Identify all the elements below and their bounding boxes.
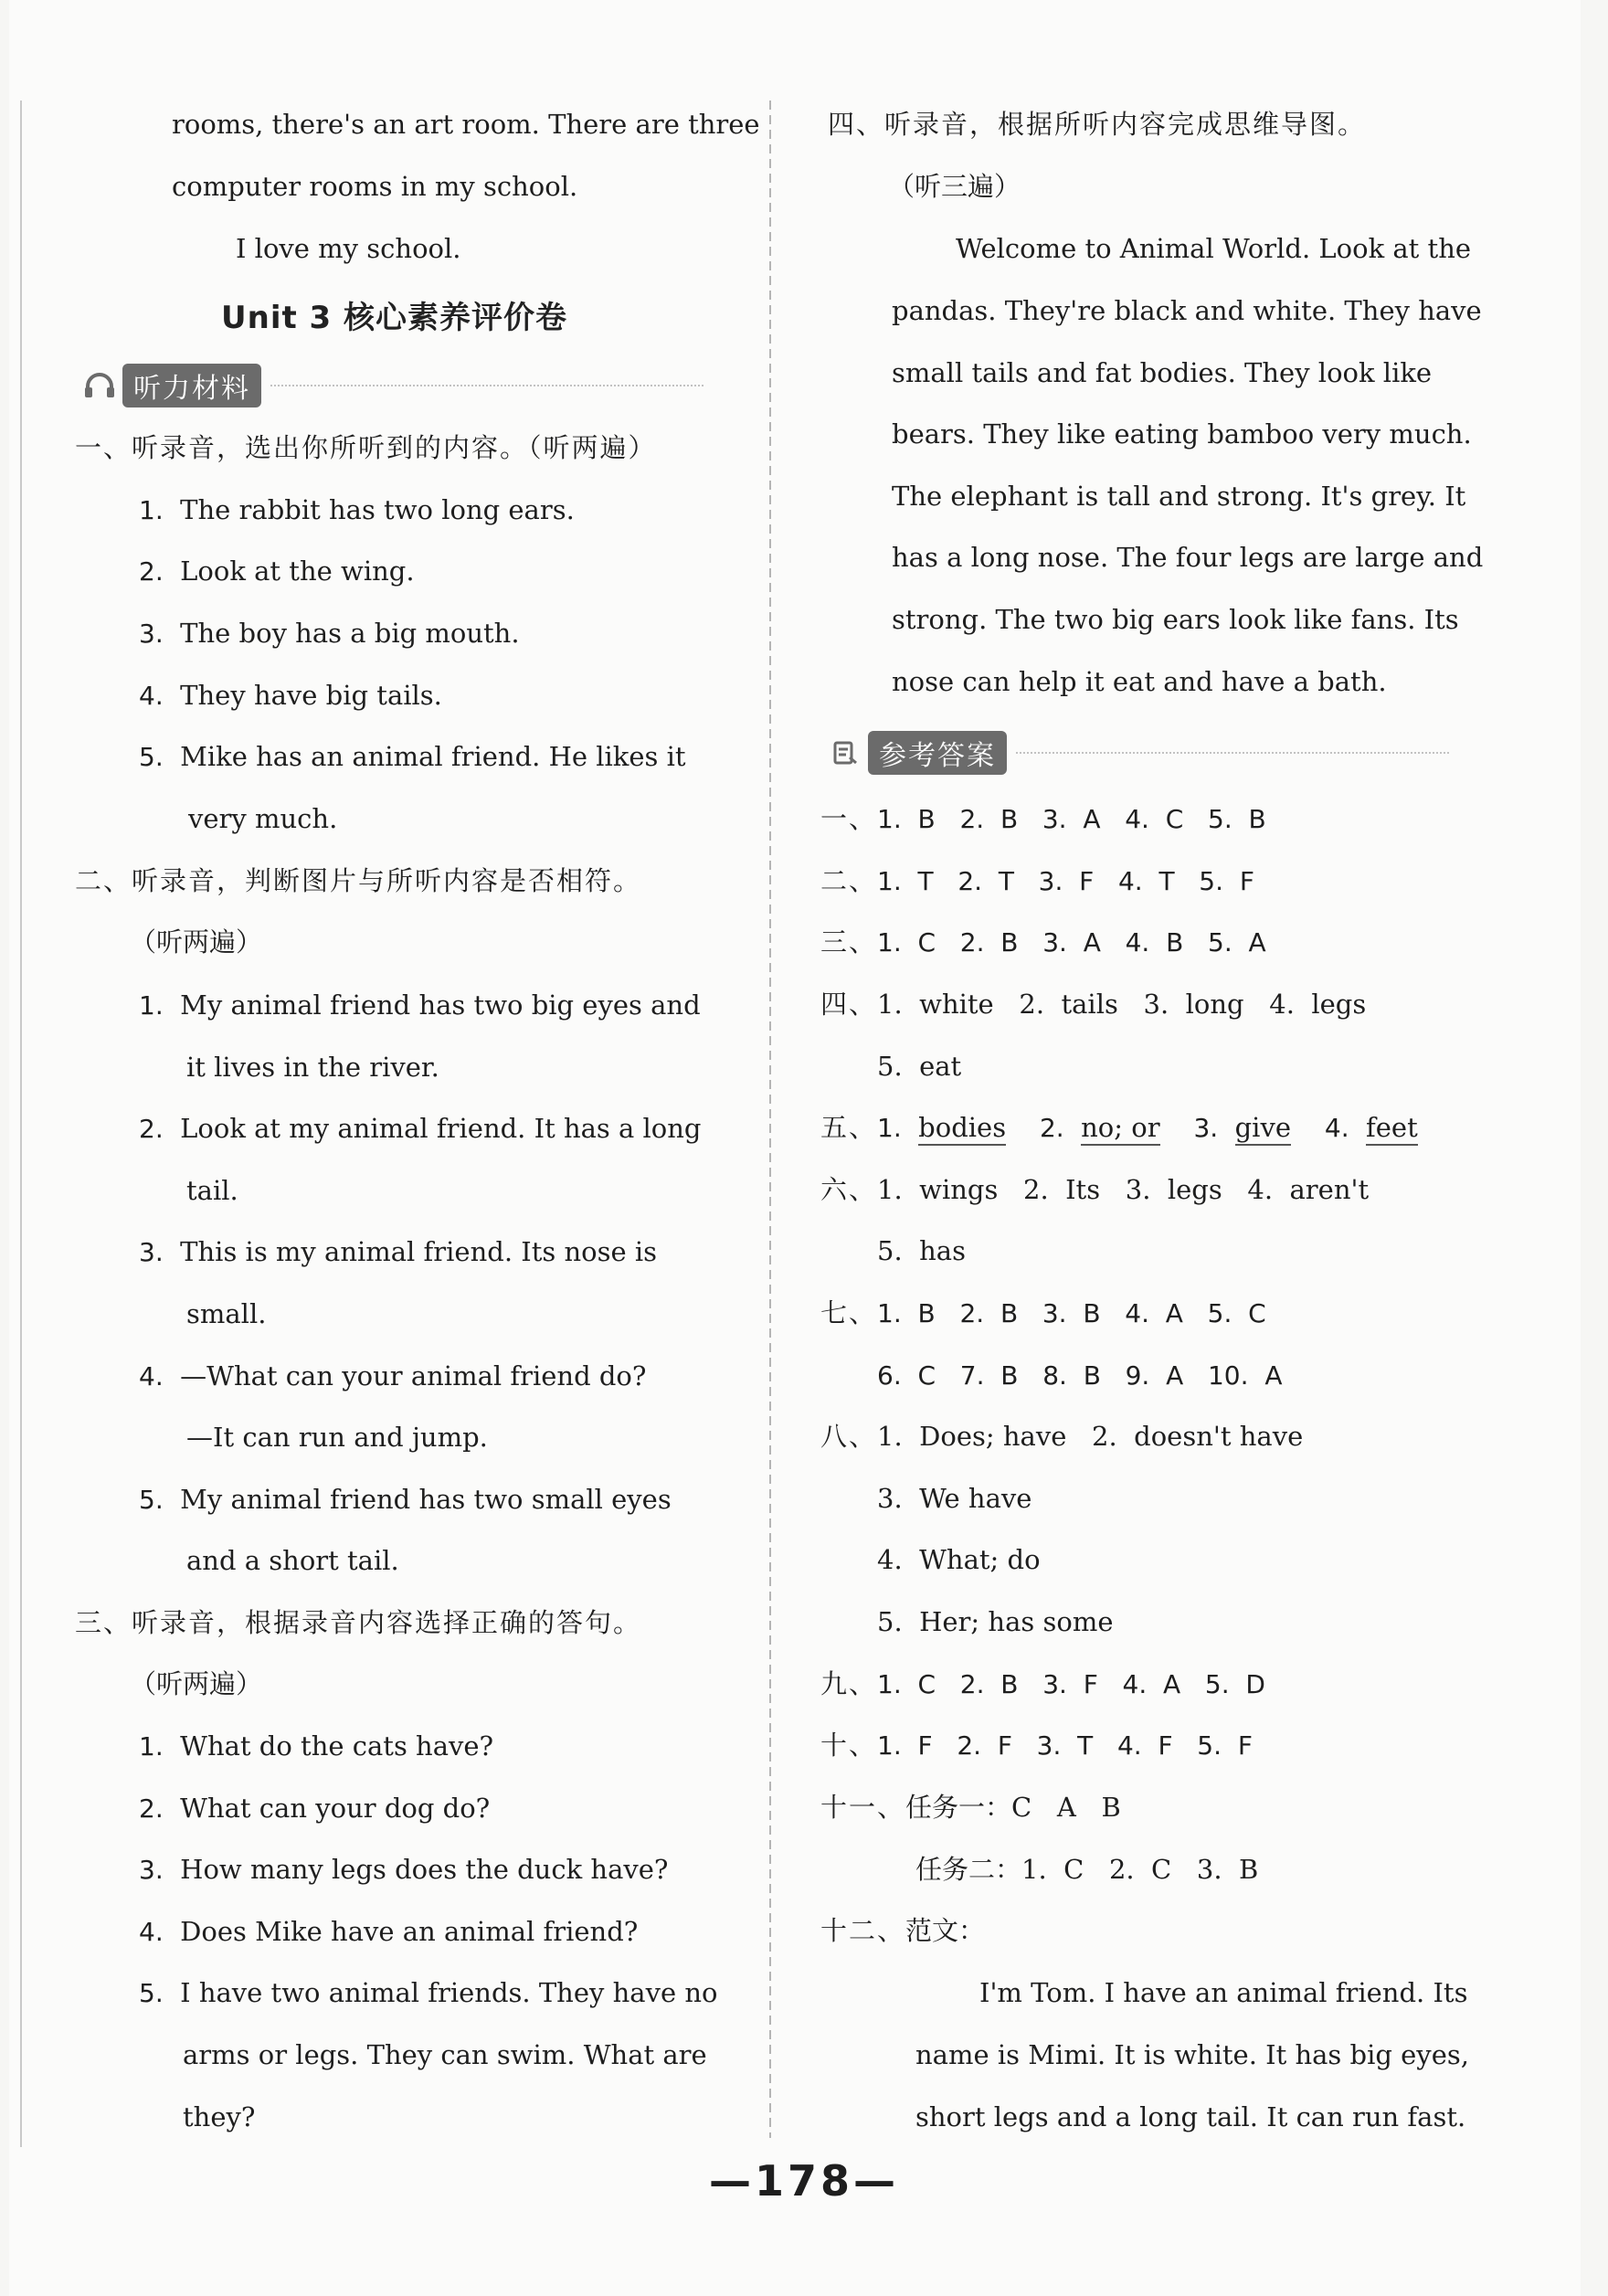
s3-item-5-cont2: they? — [183, 2101, 256, 2132]
s1-item-5: 5. Mike has an animal friend. He likes it — [139, 741, 686, 772]
s1-item-2: 2. Look at the wing. — [139, 555, 415, 587]
unit-title: Unit 3 核心素养评价卷 — [221, 300, 568, 336]
s2-item-2: 2. Look at my animal friend. It has a long — [139, 1113, 702, 1144]
answer-row: 四、1. white 2. tails 3. long 4. legs — [820, 989, 1367, 1020]
s4-passage-line-6: has a long nose. The four legs are large and — [892, 542, 1484, 573]
s1-item-4: 4. They have big tails. — [139, 680, 442, 711]
section-3-title: 三、听录音，根据录音内容选择正确的答句。 — [75, 1607, 642, 1638]
s2-item-4-cont: —It can run and jump. — [186, 1422, 488, 1453]
answer-row: 七、1. B 2. B 3. B 4. A 5. C — [820, 1297, 1266, 1328]
s2-item-1: 1. My animal friend has two big eyes and — [139, 989, 701, 1021]
essay-line-2: name is Mimi. It is white. It has big eyes, — [915, 2039, 1469, 2070]
s3-item-4: 4. Does Mike have an animal friend? — [139, 1916, 639, 1947]
s2-item-4: 4. —What can your animal friend do? — [139, 1360, 647, 1391]
section-2-title: 二、听录音，判断图片与所听内容是否相符。 — [75, 865, 642, 896]
answer-row: 九、1. C 2. B 3. F 4. A 5. D — [820, 1668, 1265, 1699]
s2-item-1-cont: it lives in the river. — [186, 1052, 439, 1083]
answer-row: 5. Her; has some — [877, 1606, 1114, 1637]
section-2-note: （听两遍） — [130, 926, 263, 958]
s3-item-1: 1. What do the cats have? — [139, 1730, 494, 1762]
answer-row: 6. C 7. B 8. B 9. A 10. A — [877, 1360, 1283, 1391]
essay-line-1: I'm Tom. I have an animal friend. Its — [979, 1977, 1468, 2008]
s4-passage-line-1: Welcome to Animal World. Look at the — [956, 233, 1472, 264]
column-divider — [769, 101, 771, 2138]
s3-item-5-cont: arms or legs. They can swim. What are — [183, 2039, 707, 2070]
answer-row: 十、1. F 2. F 3. T 4. F 5. F — [820, 1730, 1253, 1761]
answers-header — [828, 733, 1449, 773]
listening-header — [82, 365, 704, 406]
answer-row: 十二、范文： — [820, 1915, 986, 1946]
header-dotted-rule — [1016, 752, 1449, 754]
listening-header-label: 听力材料 — [122, 364, 261, 407]
answer-row: 二、1. T 2. T 3. F 4. T 5. F — [820, 865, 1254, 896]
intro-line-1: rooms, there's an art room. There are three — [172, 109, 760, 140]
s3-item-2: 2. What can your dog do? — [139, 1793, 491, 1824]
s1-item-1: 1. The rabbit has two long ears. — [139, 494, 575, 525]
s2-item-2-cont: tail. — [186, 1175, 238, 1206]
section-4-title: 四、听录音，根据所听内容完成思维导图。 — [828, 109, 1367, 140]
s3-item-5: 5. I have two animal friends. They have no — [139, 1977, 718, 2008]
section-3-note: （听两遍） — [130, 1668, 263, 1699]
headphones-icon — [82, 368, 117, 403]
answer-row: 五、1. bodies 2. no; or 3. give 4. feet — [820, 1109, 1418, 1147]
answer-row: 5. eat — [877, 1051, 962, 1082]
answer-row: 十一、任务一：C A B — [820, 1792, 1121, 1823]
page — [9, 0, 1581, 2296]
answers-header-label: 参考答案 — [868, 731, 1007, 775]
s2-item-3: 3. This is my animal friend. Its nose is — [139, 1236, 658, 1267]
s1-item-3: 3. The boy has a big mouth. — [139, 618, 520, 649]
intro-line-3: I love my school. — [236, 233, 461, 264]
s4-passage-line-8: nose can help it eat and have a bath. — [892, 666, 1387, 697]
left-margin-line — [20, 101, 22, 2147]
header-dotted-rule — [270, 385, 704, 386]
section-1-title: 一、听录音，选出你所听到的内容。（听两遍） — [75, 432, 657, 463]
answer-row: 5. has — [877, 1235, 966, 1266]
answer-row: 任务二：1. C 2. C 3. B — [915, 1854, 1259, 1885]
answer-row: 4. What; do — [877, 1544, 1041, 1575]
answer-row: 八、1. Does; have 2. doesn't have — [820, 1421, 1304, 1452]
s2-item-5: 5. My animal friend has two small eyes — [139, 1484, 672, 1515]
s4-passage-line-4: bears. They like eating bamboo very much. — [892, 418, 1472, 450]
book-icon — [828, 735, 862, 770]
s4-passage-line-3: small tails and fat bodies. They look like — [892, 357, 1433, 388]
section-4-note: （听三遍） — [888, 171, 1021, 202]
answer-row: 三、1. C 2. B 3. A 4. B 5. A — [820, 926, 1266, 958]
s2-item-5-cont: and a short tail. — [186, 1545, 399, 1576]
answer-row: 3. We have — [877, 1483, 1032, 1514]
s2-item-3-cont: small. — [186, 1298, 267, 1329]
s1-item-5-cont: very much. — [188, 803, 338, 834]
s4-passage-line-5: The elephant is tall and strong. It's grey. It — [892, 481, 1466, 512]
s4-passage-line-2: pandas. They're black and white. They have — [892, 295, 1482, 326]
essay-line-3: short legs and a long tail. It can run fast. — [915, 2101, 1466, 2132]
s4-passage-line-7: strong. The two big ears look like fans. Its — [892, 604, 1459, 635]
page-number: —178— — [708, 2156, 900, 2206]
intro-line-2: computer rooms in my school. — [172, 171, 578, 202]
answer-row: 六、1. wings 2. Its 3. legs 4. aren't — [820, 1174, 1370, 1205]
s3-item-3: 3. How many legs does the duck have? — [139, 1854, 669, 1885]
answer-row: 一、1. B 2. B 3. A 4. C 5. B — [820, 803, 1266, 834]
